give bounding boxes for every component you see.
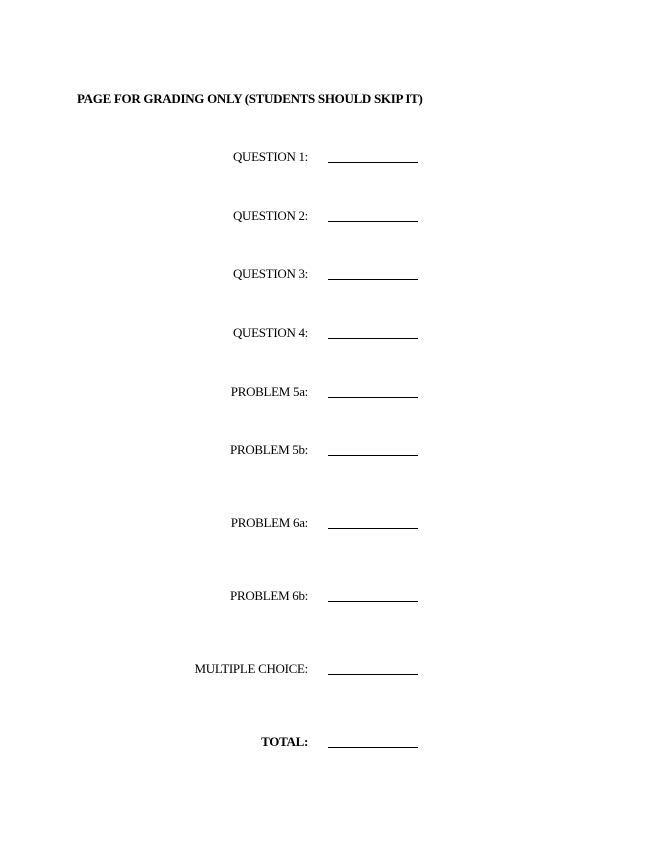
grade-label: QUESTION 3: xyxy=(232,266,308,281)
grade-row-multiple-choice xyxy=(0,661,655,681)
grade-row-question-2 xyxy=(0,208,655,228)
grade-label: QUESTION 2: xyxy=(232,208,308,223)
grade-label: PROBLEM 6b: xyxy=(230,588,308,603)
grade-row-question-4 xyxy=(0,325,655,345)
score-blank xyxy=(328,221,418,222)
grade-row-question-1 xyxy=(0,149,655,169)
score-blank xyxy=(328,747,418,748)
grade-label-total: TOTAL: xyxy=(261,734,308,749)
grade-label: QUESTION 1: xyxy=(232,149,308,164)
grade-label: PROBLEM 5b: xyxy=(230,442,308,457)
score-blank xyxy=(328,397,418,398)
grade-label: MULTIPLE CHOICE: xyxy=(194,661,308,676)
grade-label: PROBLEM 6a: xyxy=(230,515,308,530)
score-blank xyxy=(328,338,418,339)
score-blank xyxy=(328,601,418,602)
score-blank xyxy=(328,455,418,456)
page-heading: PAGE FOR GRADING ONLY (STUDENTS SHOULD SKIP IT) xyxy=(77,91,423,106)
grade-row-total xyxy=(0,734,655,754)
grade-label: PROBLEM 5a: xyxy=(230,384,308,399)
grade-row-problem-6b xyxy=(0,588,655,608)
grade-label: QUESTION 4: xyxy=(232,325,308,340)
grade-row-problem-5b xyxy=(0,442,655,462)
grade-row-problem-6a xyxy=(0,515,655,535)
score-blank xyxy=(328,528,418,529)
grade-row-problem-5a xyxy=(0,384,655,404)
score-blank xyxy=(328,674,418,675)
score-blank xyxy=(328,162,418,163)
grade-row-question-3 xyxy=(0,266,655,286)
score-blank xyxy=(328,279,418,280)
